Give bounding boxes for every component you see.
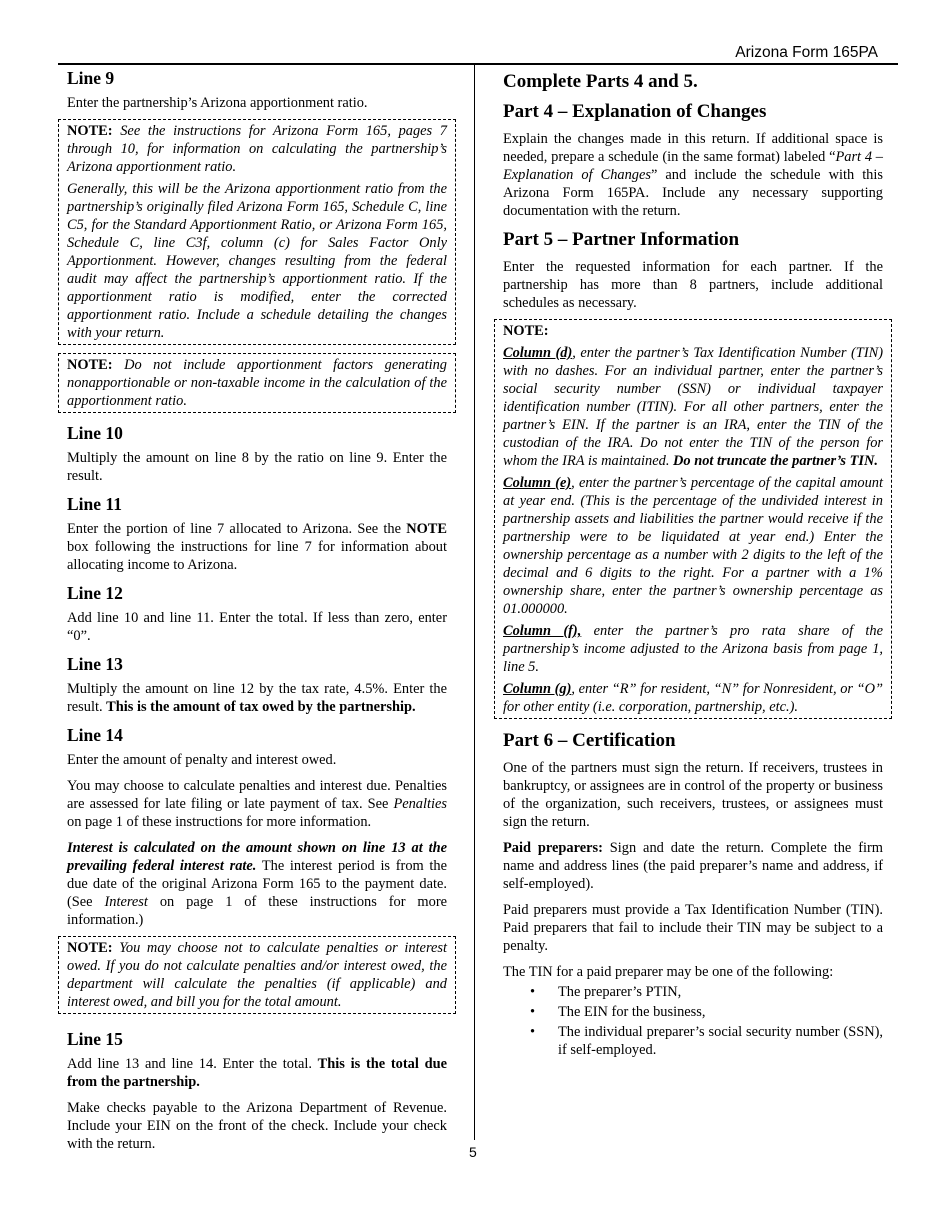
part6-text2: Paid preparers: Sign and date the return. Complete the firm name and address lines (the paid preparer’s name and address, if self-employed).: [503, 840, 883, 892]
line14-text3: Interest is calculated on the amount shown on line 13 at the prevailing federal interest rate. The interest period is from the due date of the original Arizona Form 165 to the payment date. (See Interest on page 1 of these instructions for more information.): [67, 840, 447, 928]
note-column-g: Column (g), enter “R” for resident, “N” for Nonresident, or “O” for other entity (i.e. corporation, partnership, etc.).: [503, 681, 883, 715]
line14-text1: Enter the amount of penalty and interest owed.: [67, 752, 337, 768]
line14-note-box: [58, 936, 456, 1014]
part5-heading: Part 5 – Partner Information: [503, 229, 740, 250]
line15-text2: Make checks payable to the Arizona Department of Revenue. Include your EIN on the front of the check. Include your check with the return.: [67, 1100, 447, 1152]
note-label: NOTE:: [67, 123, 113, 139]
line9-note-box-2: [58, 353, 456, 413]
list-item: • The preparer’s PTIN,: [530, 984, 682, 1000]
line14-heading: Line 14: [67, 725, 123, 745]
left-column: [67, 67, 447, 1161]
line15-text: Add line 13 and line 14. Enter the total. This is the total due from the partnership.: [67, 1056, 447, 1090]
part6-text3: Paid preparers must provide a Tax Identification Number (TIN). Paid preparers that fail to include their TIN may be subject to a penalty.: [503, 902, 883, 954]
note-label: NOTE:: [67, 357, 113, 373]
tin-bullet-list: [503, 983, 883, 1059]
part6-text1: One of the partners must sign the return. If receivers, trustees in bankruptcy, or assignees are in control of the property or business of the organization, such receivers, trustees, or assignees must sign the return.: [503, 760, 883, 830]
line9-heading: Line 9: [67, 68, 115, 88]
part5-text: Enter the requested information for each partner. If the partnership has more than 8 partners, include additional schedules as necessary.: [503, 259, 883, 311]
line14-text2: You may choose to calculate penalties and interest due. Penalties are assessed for late filing or late payment of tax. See Penalties on page 1 of these instructions for more information.: [67, 778, 447, 830]
line10-heading: Line 10: [67, 423, 123, 443]
page-number: 5: [469, 1144, 477, 1160]
line15-heading: Line 15: [67, 1029, 123, 1049]
part6-heading: Part 6 – Certification: [503, 730, 676, 751]
line9-text: Enter the partnership’s Arizona apportionment ratio.: [67, 95, 368, 111]
part4-text: Explain the changes made in this return. If additional space is needed, prepare a schedule (in the same format) labeled “Part 4 – Explanation of Changes” and include the schedule with this Arizona Form 165PA. Include any necessary supporting documentation with the return.: [503, 131, 883, 219]
line13-text: Multiply the amount on line 12 by the tax rate, 4.5%. Enter the result. This is the amount of tax owed by the partnership.: [67, 681, 447, 715]
right-column: [503, 70, 883, 1061]
note-column-f: Column (f), enter the partner’s pro rata share of the partnership’s income adjusted to the Arizona basis from page 1, line 5.: [503, 623, 883, 675]
line9-note-box: [58, 119, 456, 345]
line13-heading: Line 13: [67, 654, 123, 674]
line11-heading: Line 11: [67, 494, 122, 514]
note-text: You may choose not to calculate penalties or interest owed. If you do not calculate penalties and/or interest owed, the department will calculate the penalties (if applicable) and interest owed, and bill you for the total amount.: [67, 940, 447, 1010]
complete-parts-heading: Complete Parts 4 and 5.: [503, 71, 698, 92]
note-text: Do not include apportionment factors generating nonapportionable or non-taxable income in the calculation of the apportionment ratio.: [67, 357, 447, 409]
note-label: NOTE:: [67, 940, 113, 956]
line11-text: Enter the portion of line 7 allocated to Arizona. See the NOTE box following the instructions for line 7 for information about allocating income to Arizona.: [67, 521, 447, 573]
note-paragraph: Generally, this will be the Arizona apportionment ratio from the partnership’s originally filed Arizona Form 165, Schedule C, line C5, for the Standard Apportionment Ratio, or Arizona Form 165, Schedule C, line C3f, column (c) for Sales Factor Only Apportionment. However, changes resulting from the federal audit may affect the partnership’s apportionment ratio. If the apportionment ratio is modified, enter the corrected apportionment ratio. Include a schedule detailing the changes with your return.: [67, 181, 447, 341]
list-item: • The individual preparer’s social security number (SSN), if self-employed.: [530, 1024, 883, 1058]
note-column-d: Column (d), enter the partner’s Tax Identification Number (TIN) with no dashes. For an individual partner, enter the partner’s social security number (SSN) or individual taxpayer identification number (ITIN). For all other partners, enter the partner’s EIN. If the partner is an IRA, enter the TIN of the custodian of the IRA. Do not enter the TIN of the person for whom the IRA is maintained. Do not truncate the partner’s TIN.: [503, 345, 883, 469]
form-header-title: Arizona Form 165PA: [735, 44, 878, 61]
note-column-e: Column (e), enter the partner’s percentage of the capital amount at year end. (This is the percentage of the undivided interest in partnership assets and liabilities the partner would receive if the partnership were to be liquidated at year end.) Enter the ownership percentage as a number with 2 digits to the left of the decimal and 6 digits to the right. For a partner with a 1% ownership share, enter the partner’s ownership percentage as 01.000000.: [503, 475, 883, 617]
line12-text: Add line 10 and line 11. Enter the total. If less than zero, enter “0”.: [67, 610, 447, 644]
note-text: See the instructions for Arizona Form 165, pages 7 through 10, for information on calculating the partnership’s Arizona apportionment ratio.: [67, 123, 447, 175]
line10-text: Multiply the amount on line 8 by the ratio on line 9. Enter the result.: [67, 450, 447, 484]
part6-text4: The TIN for a paid preparer may be one of the following:: [503, 964, 834, 980]
list-item: • The EIN for the business,: [530, 1004, 706, 1020]
line12-heading: Line 12: [67, 583, 123, 603]
part5-note-box: [494, 319, 892, 719]
column-divider: [474, 65, 475, 1140]
note-label: NOTE:: [503, 323, 549, 339]
header-rule: [58, 63, 898, 65]
part4-heading: Part 4 – Explanation of Changes: [503, 101, 767, 122]
